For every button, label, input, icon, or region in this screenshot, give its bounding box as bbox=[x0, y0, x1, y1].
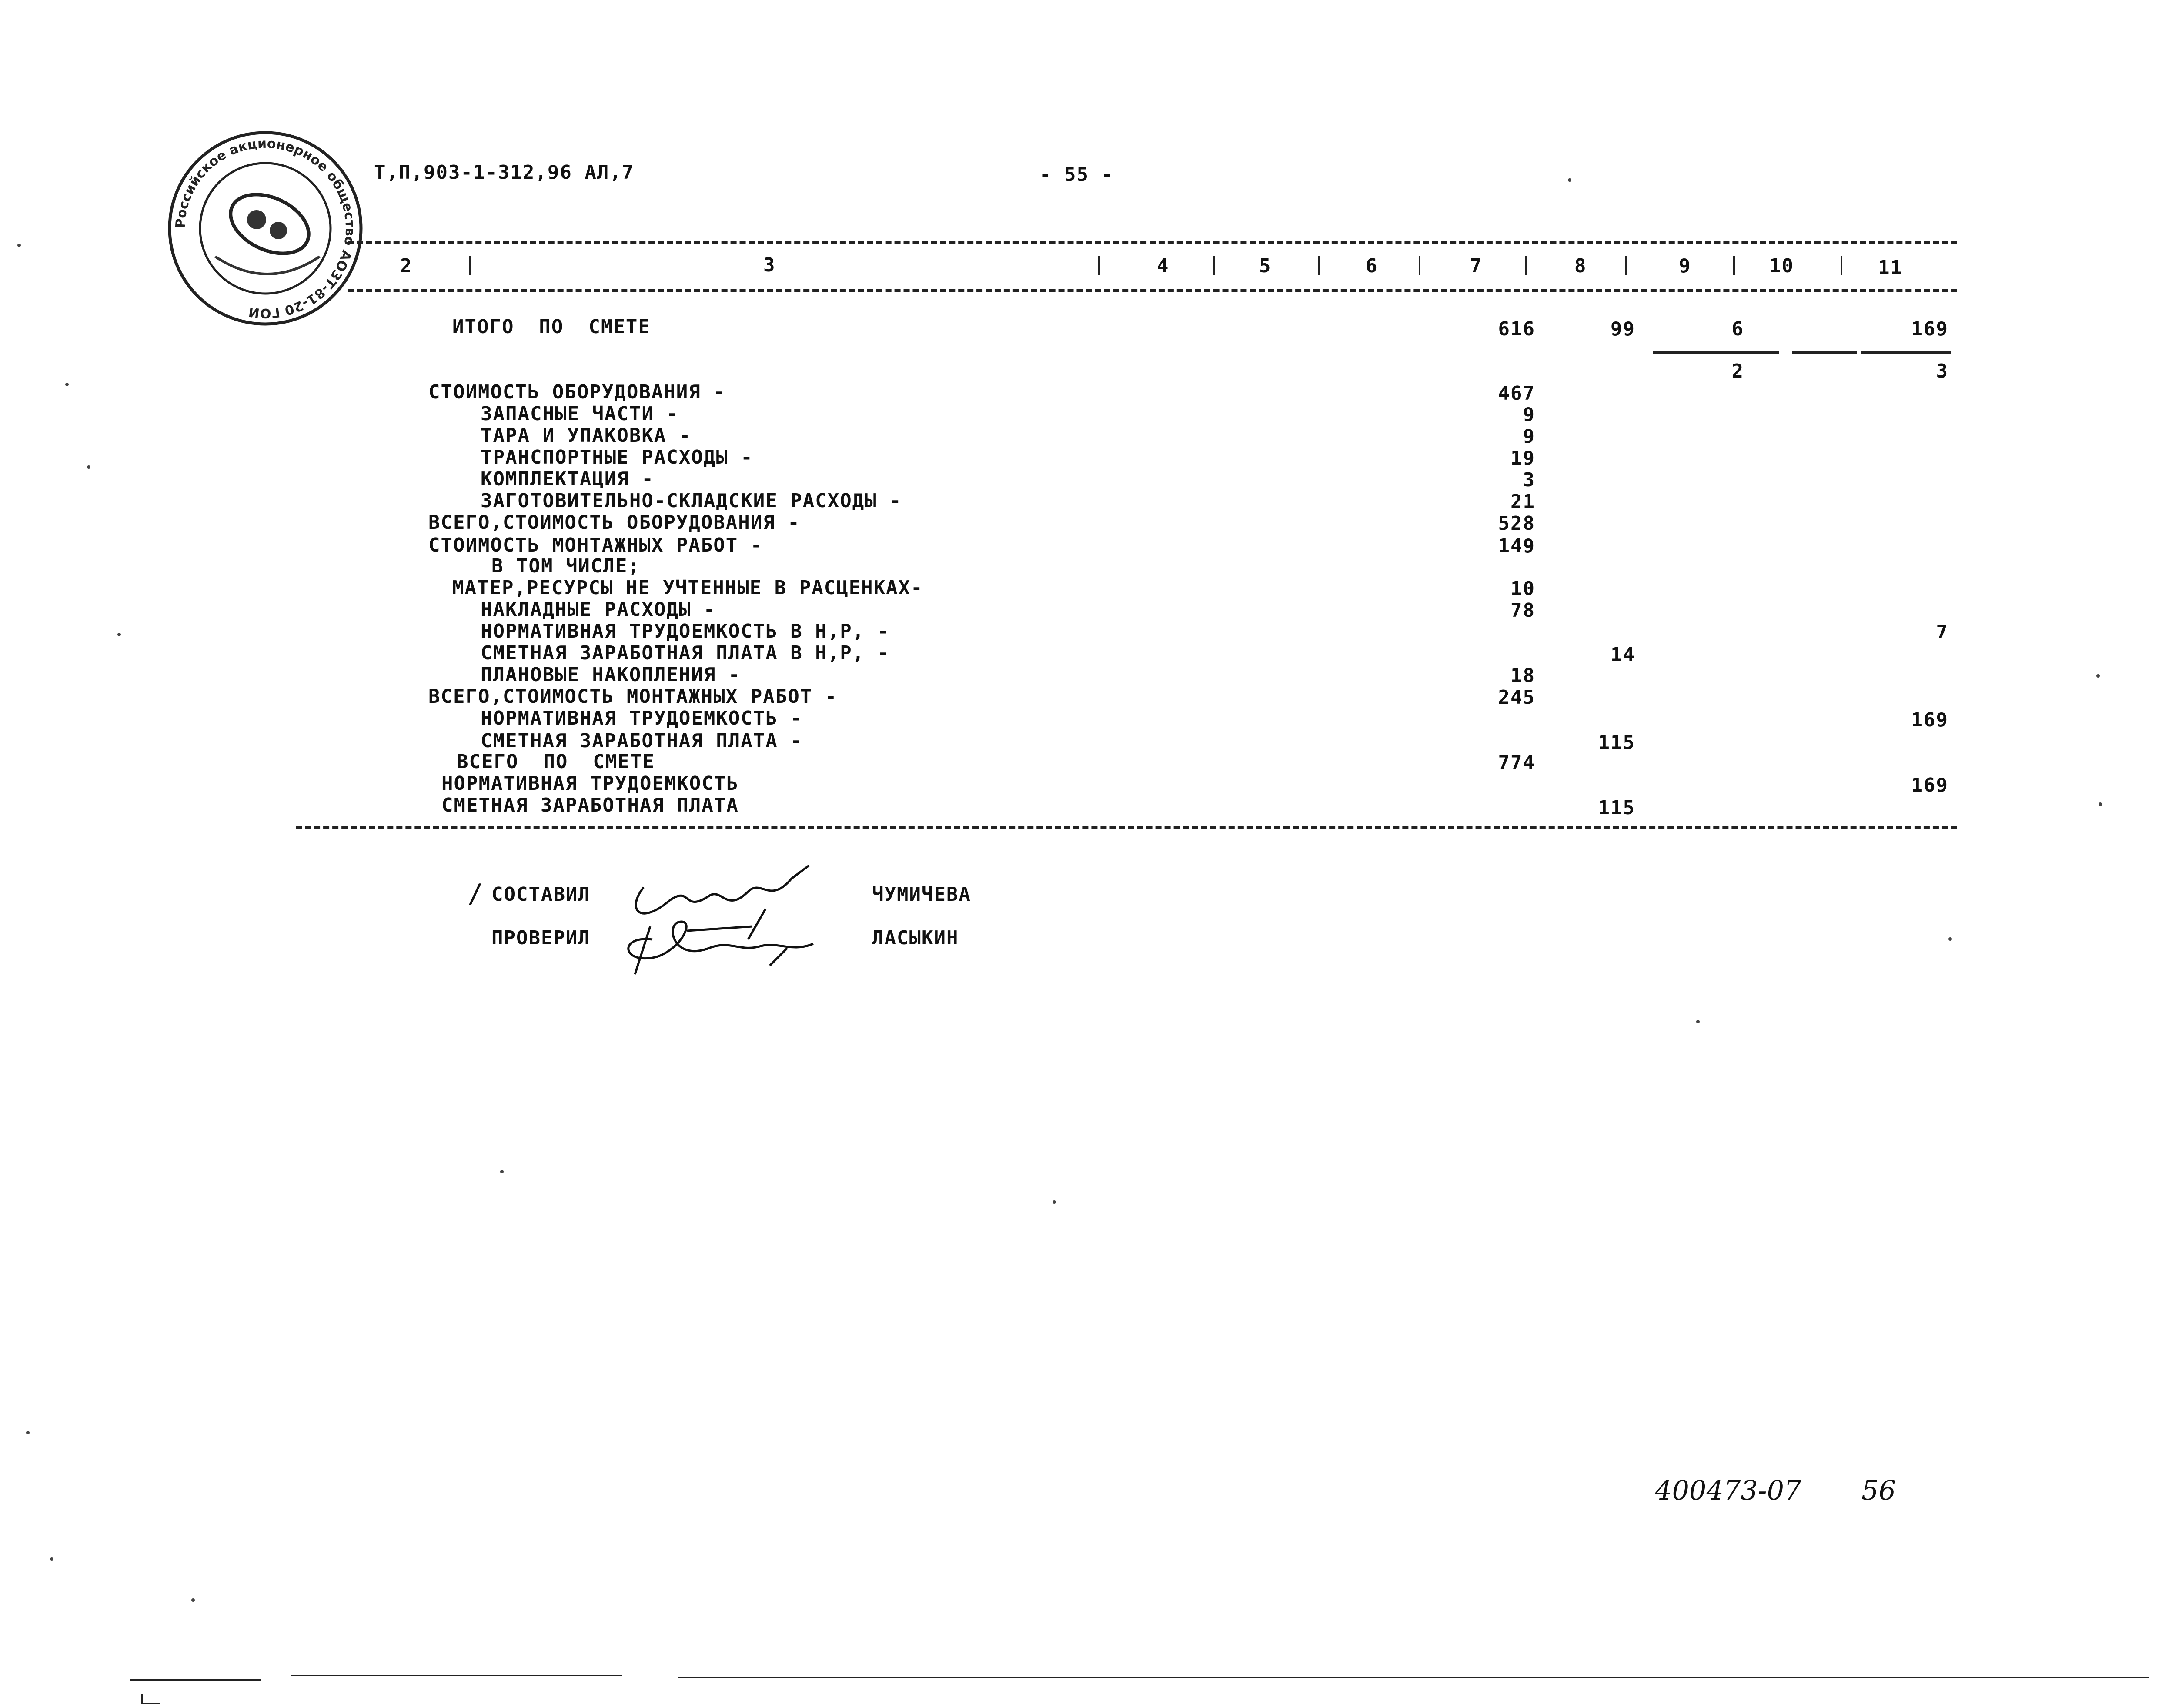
scan-speck bbox=[2099, 802, 2102, 806]
column-header-6: 6 bbox=[1366, 255, 1378, 277]
cell-col8: 115 bbox=[1598, 732, 1635, 754]
row-label: ТРАНСПОРТНЫЕ РАСХОДЫ - bbox=[481, 446, 753, 468]
cell-col7: 9 bbox=[1523, 404, 1535, 426]
cell-col7: 9 bbox=[1523, 425, 1535, 448]
checked-label: ПРОВЕРИЛ bbox=[491, 927, 591, 949]
scan-speck bbox=[117, 633, 121, 636]
column-separator bbox=[1525, 256, 1527, 275]
row-label: В ТОМ ЧИСЛЕ; bbox=[491, 555, 640, 577]
scan-speck bbox=[65, 383, 69, 386]
column-header-3: 3 bbox=[763, 254, 776, 276]
cell-col7: 10 bbox=[1510, 578, 1535, 600]
scan-speck bbox=[2096, 674, 2100, 678]
column-separator bbox=[1625, 256, 1627, 275]
cell-col11: 169 bbox=[1911, 774, 1948, 796]
column-header-2: 2 bbox=[400, 255, 413, 277]
header-top-line bbox=[348, 241, 1957, 244]
cell-col7: 774 bbox=[1498, 752, 1535, 774]
stamp-text: Российское акционерное общество АОЗТ-81-20 ГОИ bbox=[173, 136, 358, 321]
row-label: ИТОГО ПО СМЕТЕ bbox=[452, 316, 651, 338]
cell-col7: 3 bbox=[1523, 469, 1535, 491]
row-label: НОРМАТИВНАЯ ТРУДОЕМКОСТЬ - bbox=[481, 707, 803, 729]
fraction-line bbox=[1792, 351, 1857, 354]
compiled-name: ЧУМИЧЕВА bbox=[872, 883, 971, 906]
scan-speck bbox=[1696, 1020, 1700, 1023]
document-code: Т,П,903-1-312,96 АЛ,7 bbox=[374, 161, 635, 184]
cell-col7: 467 bbox=[1498, 382, 1535, 404]
column-separator bbox=[1841, 256, 1842, 275]
signature-slash: / bbox=[468, 879, 485, 909]
row-label: СМЕТНАЯ ЗАРАБОТНАЯ ПЛАТА - bbox=[481, 730, 803, 752]
scan-speck bbox=[1053, 1200, 1056, 1204]
cell-col9: 6 bbox=[1731, 318, 1744, 340]
archive-number: 400473-07 bbox=[1655, 1474, 1801, 1506]
column-header-5: 5 bbox=[1259, 255, 1272, 277]
scan-line bbox=[291, 1675, 622, 1676]
column-separator bbox=[1098, 256, 1100, 275]
compiled-label: СОСТАВИЛ bbox=[491, 883, 591, 906]
row-label: СМЕТНАЯ ЗАРАБОТНАЯ ПЛАТА В Н,Р, - bbox=[481, 642, 890, 664]
row-label: ЗАГОТОВИТЕЛЬНО-СКЛАДСКИЕ РАСХОДЫ - bbox=[481, 490, 902, 512]
cell-col9: 2 bbox=[1731, 360, 1744, 382]
scan-speck bbox=[17, 244, 21, 247]
fraction-line bbox=[1653, 351, 1779, 354]
row-label: ТАРА И УПАКОВКА - bbox=[481, 424, 692, 447]
column-separator bbox=[1213, 256, 1215, 275]
column-header-9: 9 bbox=[1679, 255, 1691, 277]
scan-speck bbox=[191, 1598, 195, 1602]
cell-col8: 115 bbox=[1598, 797, 1635, 819]
stamp-seal bbox=[163, 126, 368, 331]
column-separator bbox=[1733, 256, 1735, 275]
cell-col8: 14 bbox=[1611, 644, 1635, 666]
scan-speck bbox=[500, 1170, 504, 1173]
checked-name: ЛАСЫКИН bbox=[872, 927, 959, 949]
cell-col7: 18 bbox=[1510, 665, 1535, 687]
cell-col11: 169 bbox=[1911, 318, 1948, 340]
scan-speck bbox=[1568, 178, 1571, 182]
cell-col11: 169 bbox=[1911, 709, 1948, 731]
cell-col11: 3 bbox=[1936, 360, 1948, 382]
row-label: ПЛАНОВЫЕ НАКОПЛЕНИЯ - bbox=[481, 664, 741, 686]
cell-col7: 78 bbox=[1510, 599, 1535, 622]
row-label: МАТЕР,РЕСУРСЫ НЕ УЧТЕННЫЕ В РАСЦЕНКАХ- bbox=[452, 577, 923, 599]
column-header-11: 11 bbox=[1878, 257, 1903, 279]
column-header-10: 10 bbox=[1769, 255, 1794, 277]
row-label: СТОИМОСТЬ ОБОРУДОВАНИЯ - bbox=[428, 381, 726, 403]
fraction-line bbox=[1861, 351, 1951, 354]
column-header-8: 8 bbox=[1574, 255, 1587, 277]
scan-line bbox=[678, 1677, 2149, 1678]
scan-mark bbox=[141, 1694, 160, 1704]
handwritten-signatures bbox=[609, 861, 835, 987]
page-number: - 55 - bbox=[1039, 164, 1114, 186]
row-label: НОРМАТИВНАЯ ТРУДОЕМКОСТЬ bbox=[441, 772, 739, 795]
scan-speck bbox=[26, 1431, 30, 1434]
cell-col7: 528 bbox=[1498, 512, 1535, 535]
row-label: СТОИМОСТЬ МОНТАЖНЫХ РАБОТ - bbox=[428, 534, 763, 556]
cell-col7: 19 bbox=[1510, 447, 1535, 469]
row-label: СМЕТНАЯ ЗАРАБОТНАЯ ПЛАТА bbox=[441, 794, 739, 816]
cell-col7: 21 bbox=[1510, 491, 1535, 513]
column-header-4: 4 bbox=[1157, 255, 1170, 277]
row-label: НОРМАТИВНАЯ ТРУДОЕМКОСТЬ В Н,Р, - bbox=[481, 620, 890, 642]
row-label: НАКЛАДНЫЕ РАСХОДЫ - bbox=[481, 598, 716, 621]
scan-speck bbox=[1948, 937, 1952, 941]
row-label: ВСЕГО,СТОИМОСТЬ ОБОРУДОВАНИЯ - bbox=[428, 511, 800, 534]
cell-col7: 245 bbox=[1498, 686, 1535, 709]
column-separator bbox=[1419, 256, 1420, 275]
cell-col7: 149 bbox=[1498, 535, 1535, 557]
scan-speck bbox=[50, 1557, 53, 1561]
row-label: ЗАПАСНЫЕ ЧАСТИ - bbox=[481, 403, 679, 425]
scan-line bbox=[130, 1679, 261, 1681]
row-label: КОМПЛЕКТАЦИЯ - bbox=[481, 468, 654, 490]
table-bottom-line bbox=[296, 826, 1957, 829]
scan-speck bbox=[87, 465, 90, 469]
cell-col11: 7 bbox=[1936, 621, 1948, 643]
cell-col7: 616 bbox=[1498, 318, 1535, 340]
column-separator bbox=[1318, 256, 1320, 275]
header-bottom-line bbox=[348, 289, 1957, 292]
cell-col8: 99 bbox=[1611, 318, 1635, 340]
column-header-7: 7 bbox=[1470, 255, 1483, 277]
row-label: ВСЕГО,СТОИМОСТЬ МОНТАЖНЫХ РАБОТ - bbox=[428, 685, 838, 708]
row-label: ВСЕГО ПО СМЕТЕ bbox=[457, 751, 655, 773]
sheet-number: 56 bbox=[1861, 1474, 1896, 1506]
column-separator bbox=[469, 256, 471, 275]
